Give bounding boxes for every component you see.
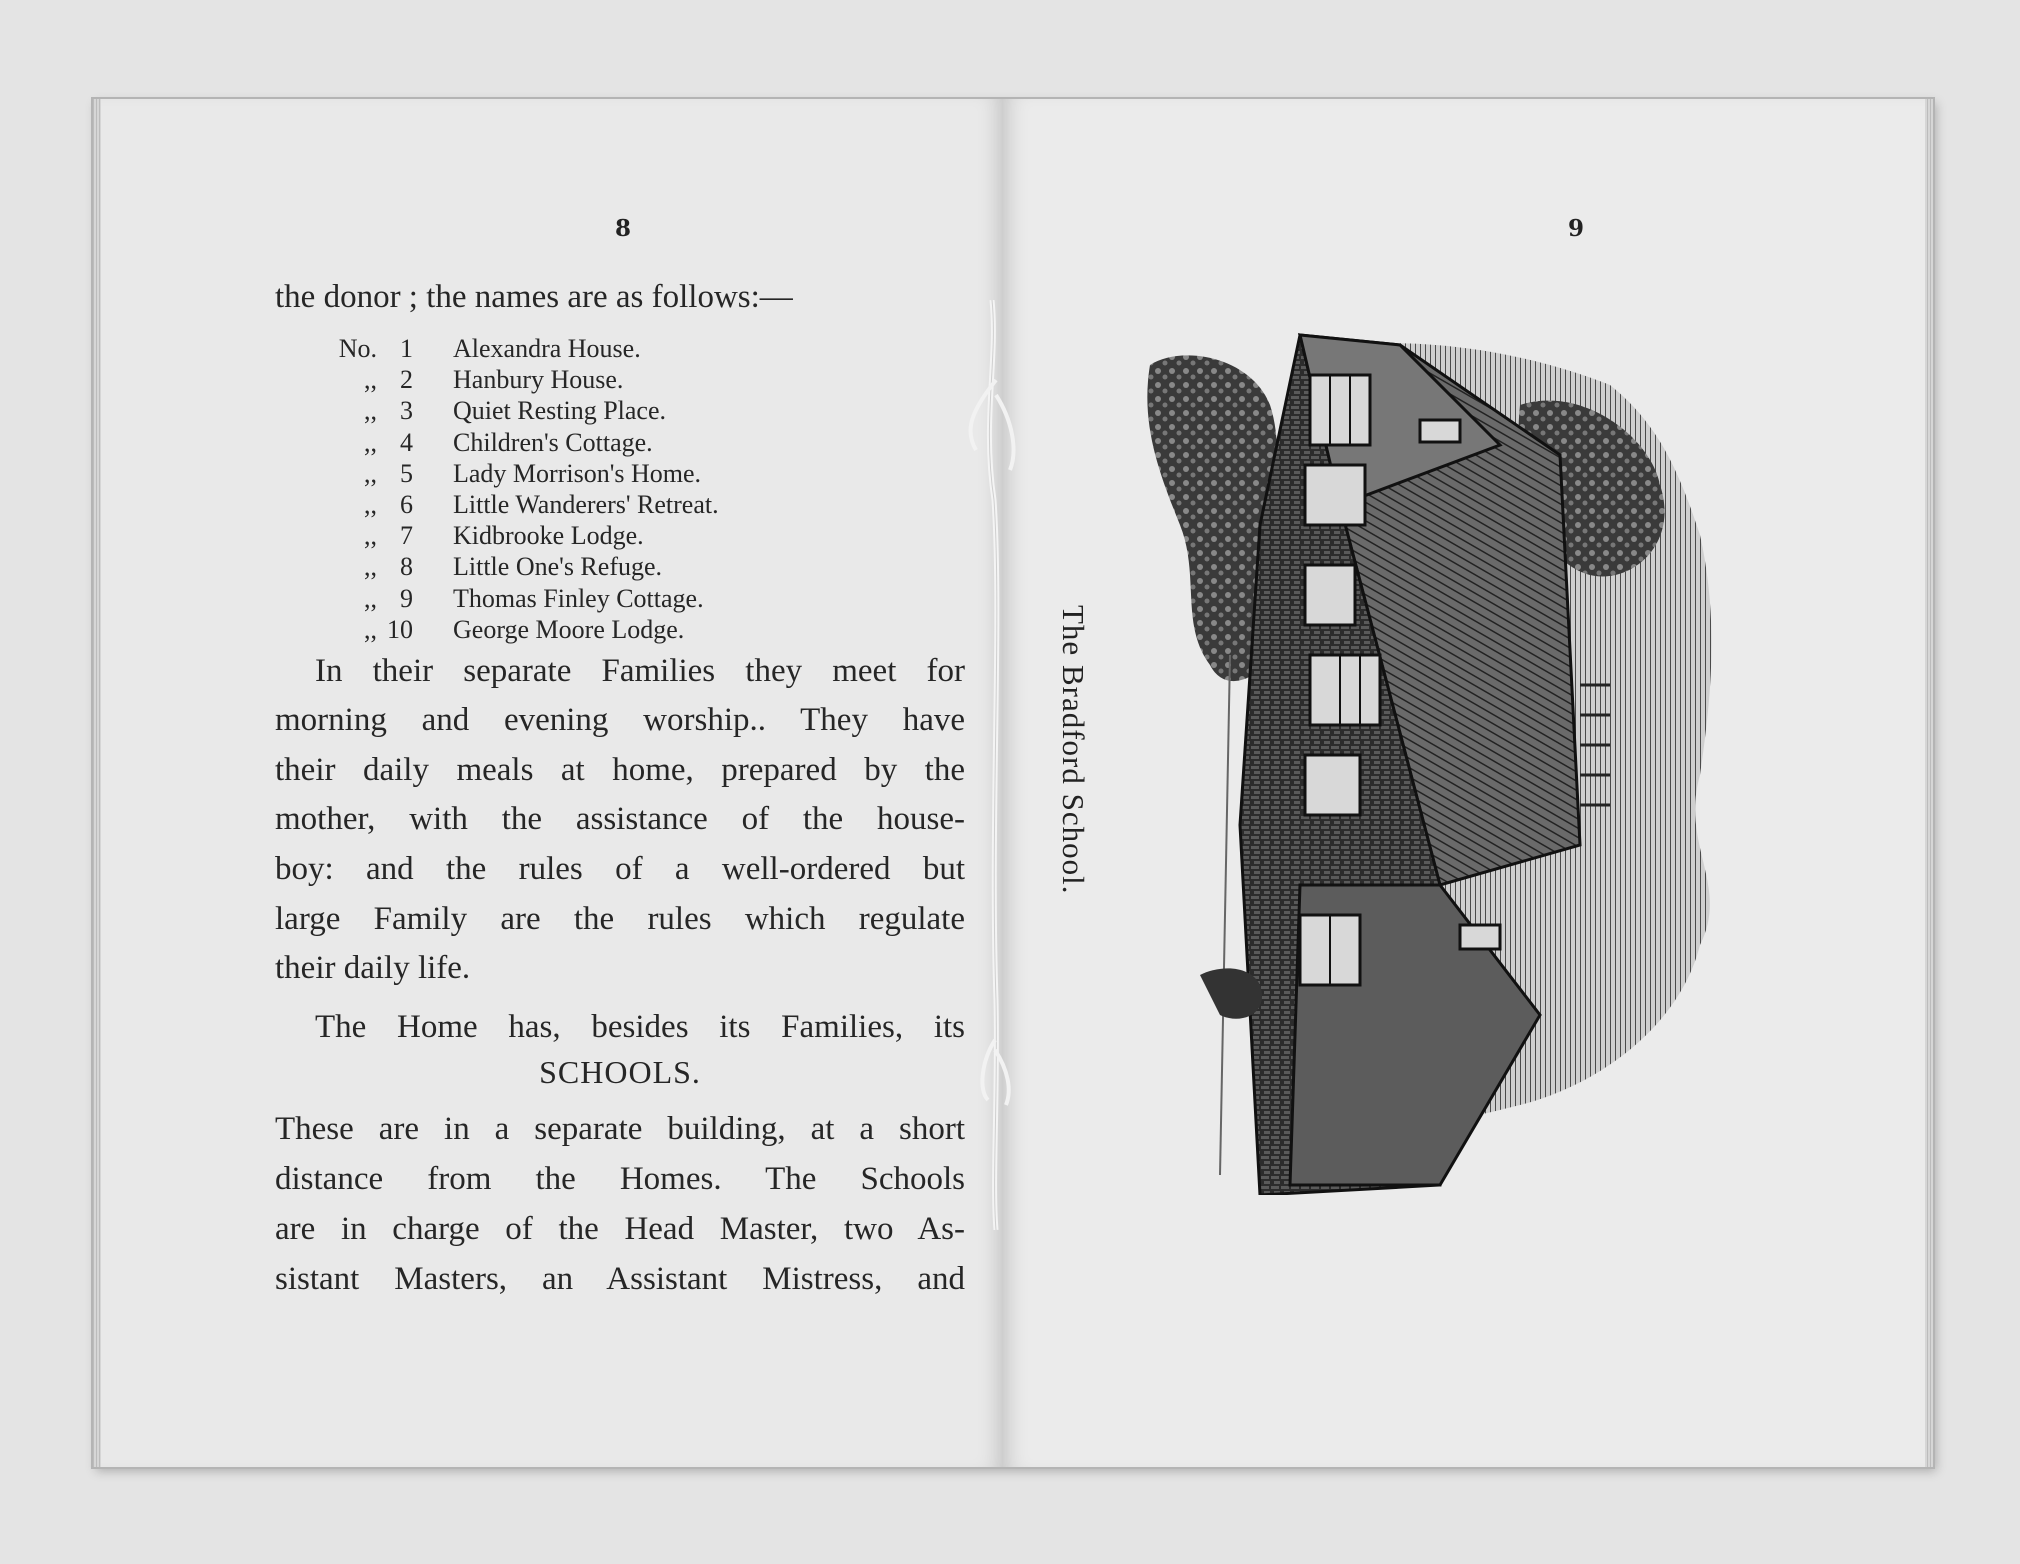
list-number: 6 (400, 489, 413, 519)
list-item (333, 583, 893, 614)
paragraph-line: distance from the Homes. The Schools (275, 1161, 965, 1197)
illustration-caption: The Bradford School. (1056, 605, 1091, 895)
list-item (333, 427, 893, 458)
paragraph-line: In their separate Families they meet for (315, 653, 965, 689)
left-page (93, 99, 1003, 1467)
paragraph-line: boy: and the rules of a well-ordered but (275, 851, 965, 887)
binding-thread (962, 300, 1022, 1230)
school-engraving (1140, 325, 1740, 1195)
list-name: Little One's Refuge. (453, 552, 663, 582)
list-number: 2 (400, 365, 413, 395)
list-item (333, 520, 893, 551)
list-item (333, 333, 893, 364)
list-number: 7 (400, 521, 413, 551)
list-item (333, 458, 893, 489)
paragraph-line: morning and evening worship.. They have (275, 702, 965, 738)
list-prefix: ,, (364, 583, 377, 613)
list-number: 8 (400, 552, 413, 582)
list-prefix: ,, (364, 614, 377, 644)
paragraph-line: These are in a separate building, at a short (275, 1111, 965, 1147)
list-name: Thomas Finley Cottage. (453, 583, 704, 613)
list-number: 1 (400, 334, 413, 363)
list-name: Alexandra House. (453, 334, 641, 363)
list-prefix: ,, (364, 521, 377, 551)
list-name: George Moore Lodge. (453, 614, 685, 644)
list-prefix: ,, (364, 427, 377, 457)
page-edges-left (93, 99, 101, 1467)
list-number: 4 (400, 427, 413, 457)
paragraph-line: mother, with the assistance of the house- (275, 801, 965, 837)
list-name: Kidbrooke Lodge. (453, 521, 644, 551)
paragraph-line: large Family are the rules which regulate (275, 901, 965, 937)
list-item (333, 551, 893, 582)
list-number: 10 (387, 614, 413, 644)
section-heading: SCHOOLS. (539, 1054, 701, 1090)
list-prefix: ,, (364, 365, 377, 395)
page-number-right: 9 (1568, 215, 1585, 242)
list-number: 5 (400, 458, 413, 488)
list-prefix: ,, (364, 489, 377, 519)
paragraph-line: sistant Masters, an Assistant Mistress, and (275, 1261, 965, 1297)
page-edges-right (1925, 99, 1933, 1467)
homes-list (333, 333, 893, 645)
paragraph-line: their daily life. (275, 950, 471, 986)
list-number: 3 (400, 396, 413, 426)
list-prefix: ,, (364, 396, 377, 426)
list-name: Children's Cottage. (453, 427, 653, 457)
list-item (333, 364, 893, 395)
intro-line: the donor ; the names are as follows:— (275, 279, 793, 315)
list-item (333, 489, 893, 520)
paragraph-line: are in charge of the Head Master, two As- (275, 1211, 965, 1247)
list-prefix: ,, (364, 552, 377, 582)
paragraph-line: The Home has, besides its Families, its (315, 1009, 965, 1045)
list-name: Lady Morrison's Home. (453, 458, 702, 488)
paragraph-line: their daily meals at home, prepared by the (275, 752, 965, 788)
page-number-left: 8 (615, 215, 632, 242)
list-item (333, 395, 893, 426)
list-name: Little Wanderers' Retreat. (453, 489, 719, 519)
list-item (333, 614, 893, 645)
list-prefix: No. (338, 334, 377, 363)
list-prefix: ,, (364, 458, 377, 488)
list-name: Hanbury House. (453, 365, 624, 395)
list-number: 9 (400, 583, 413, 613)
list-name: Quiet Resting Place. (453, 396, 667, 426)
